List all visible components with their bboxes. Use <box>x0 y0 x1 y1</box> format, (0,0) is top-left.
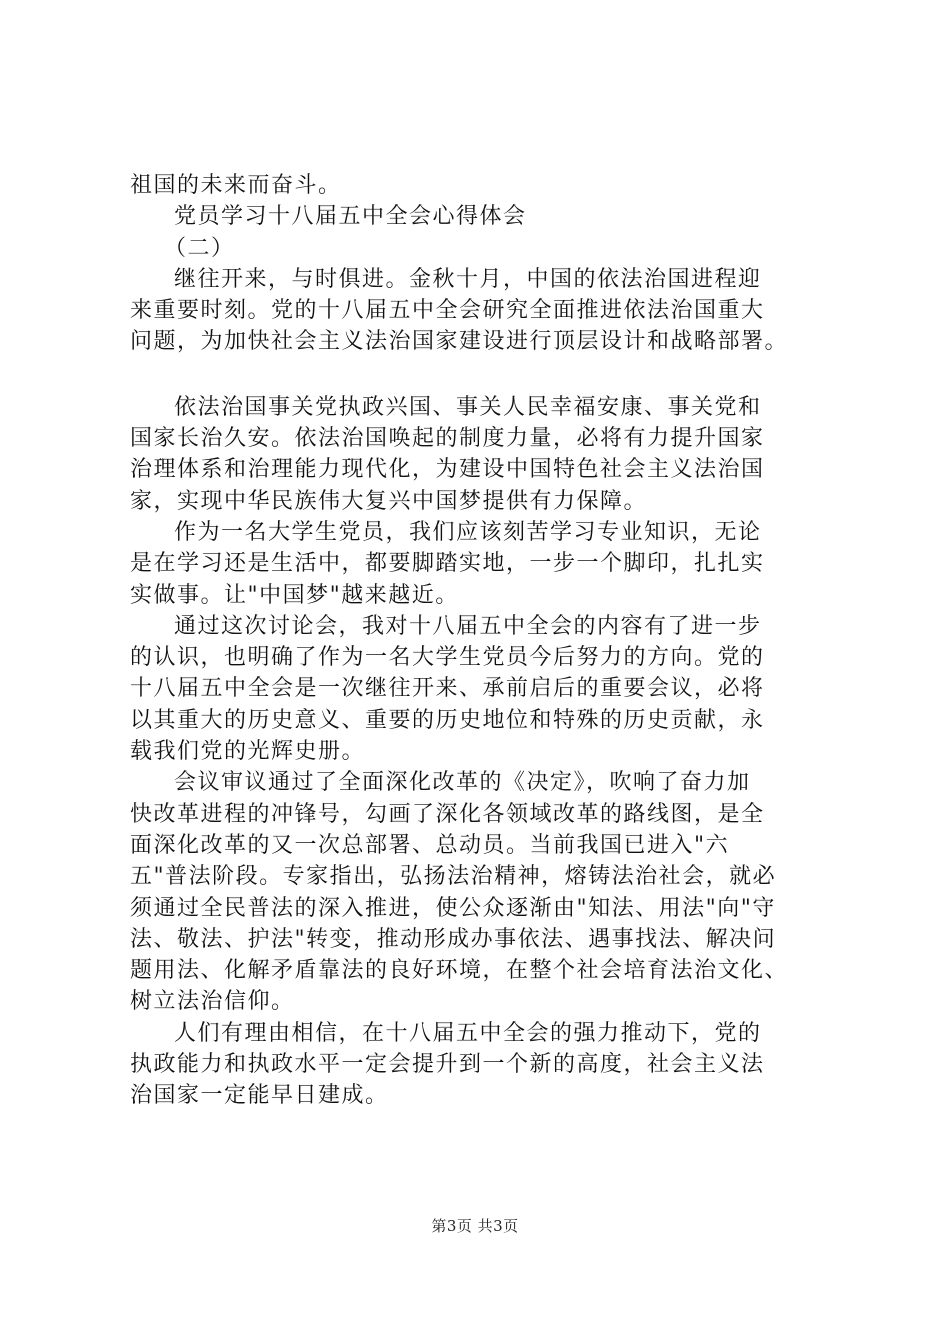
paragraph-4 <box>130 611 860 767</box>
paragraph-line: 十八届五中全会是一次继往开来、承前启后的重要会议，必将 <box>130 676 765 702</box>
document-body <box>130 170 860 1112</box>
paragraph-line: 实做事。让"中国梦"越来越近。 <box>130 582 459 608</box>
paragraph-line: 法、敬法、护法"转变，推动形成办事依法、遇事找法、解决问 <box>130 926 777 952</box>
paragraph-line: 是在学习还是生活中，都要脚踏实地，一步一个脚印，扎扎实 <box>130 551 765 577</box>
paragraph-line: 来重要时刻。党的十八届五中全会研究全面推进依法治国重大 <box>130 298 765 324</box>
paragraph-line: 树立法治信仰。 <box>130 989 295 1015</box>
page-number-footer: 第3页 共3页 <box>431 1217 519 1235</box>
paragraph-line: 以其重大的历史意义、重要的历史地位和特殊的历史贡献，永 <box>130 707 765 733</box>
paragraph-line: 的认识，也明确了作为一名大学生党员今后努力的方向。党的 <box>130 645 765 671</box>
paragraph-line: 家，实现中华民族伟大复兴中国梦提供有力保障。 <box>130 488 648 514</box>
paragraph-line: 通过这次讨论会，我对十八届五中全会的内容有了进一步 <box>174 613 762 639</box>
paragraph-line: 继往开来，与时俱进。金秋十月，中国的依法治国进程迎 <box>174 266 762 292</box>
paragraph-line: 人们有理由相信，在十八届五中全会的强力推动下，党的 <box>174 1020 762 1046</box>
paragraph-line: 治理体系和治理能力现代化，为建设中国特色社会主义法治国 <box>130 457 765 483</box>
document-subtitle: （二） <box>164 235 235 261</box>
paragraph-3 <box>130 517 860 611</box>
paragraph-6 <box>130 1018 860 1112</box>
paragraph-line: 国家长治久安。依法治国唤起的制度力量，必将有力提升国家 <box>130 426 765 452</box>
paragraph-5 <box>130 767 860 1017</box>
paragraph-line: 依法治国事关党执政兴国、事关人民幸福安康、事关党和 <box>174 394 762 420</box>
paragraph-line: 五"普法阶段。专家指出，弘扬法治精神，熔铸法治社会，就必 <box>130 864 777 890</box>
paragraph-line: 须通过全民普法的深入推进，使公众逐渐由"知法、用法"向"守 <box>130 895 776 921</box>
paragraph-spacer <box>130 358 860 392</box>
paragraph-line: 题用法、化解矛盾靠法的良好环境，在整个社会培育法治文化、 <box>130 958 789 984</box>
paragraph-line: 载我们党的光辉史册。 <box>130 739 366 765</box>
paragraph-line: 面深化改革的又一次总部署、总动员。当前我国已进入"六 <box>130 832 730 858</box>
paragraph-line: 快改革进程的冲锋号，勾画了深化各领域改革的路线图，是全 <box>130 801 765 827</box>
paragraph-line: 会议审议通过了全面深化改革的《决定》，吹响了奋力加 <box>174 770 751 796</box>
paragraph-line: 治国家一定能早日建成。 <box>130 1083 389 1109</box>
paragraph-1 <box>130 264 860 358</box>
continued-line: 祖国的未来而奋斗。 <box>130 173 342 198</box>
document-title: 党员学习十八届五中全会心得体会 <box>174 204 527 230</box>
paragraph-line: 问题，为加快社会主义法治国家建设进行顶层设计和战略部署。 <box>130 329 789 355</box>
paragraph-2 <box>130 392 860 517</box>
paragraph-line: 执政能力和执政水平一定会提升到一个新的高度，社会主义法 <box>130 1052 765 1078</box>
paragraph-line: 作为一名大学生党员，我们应该刻苦学习专业知识，无论 <box>174 519 762 545</box>
